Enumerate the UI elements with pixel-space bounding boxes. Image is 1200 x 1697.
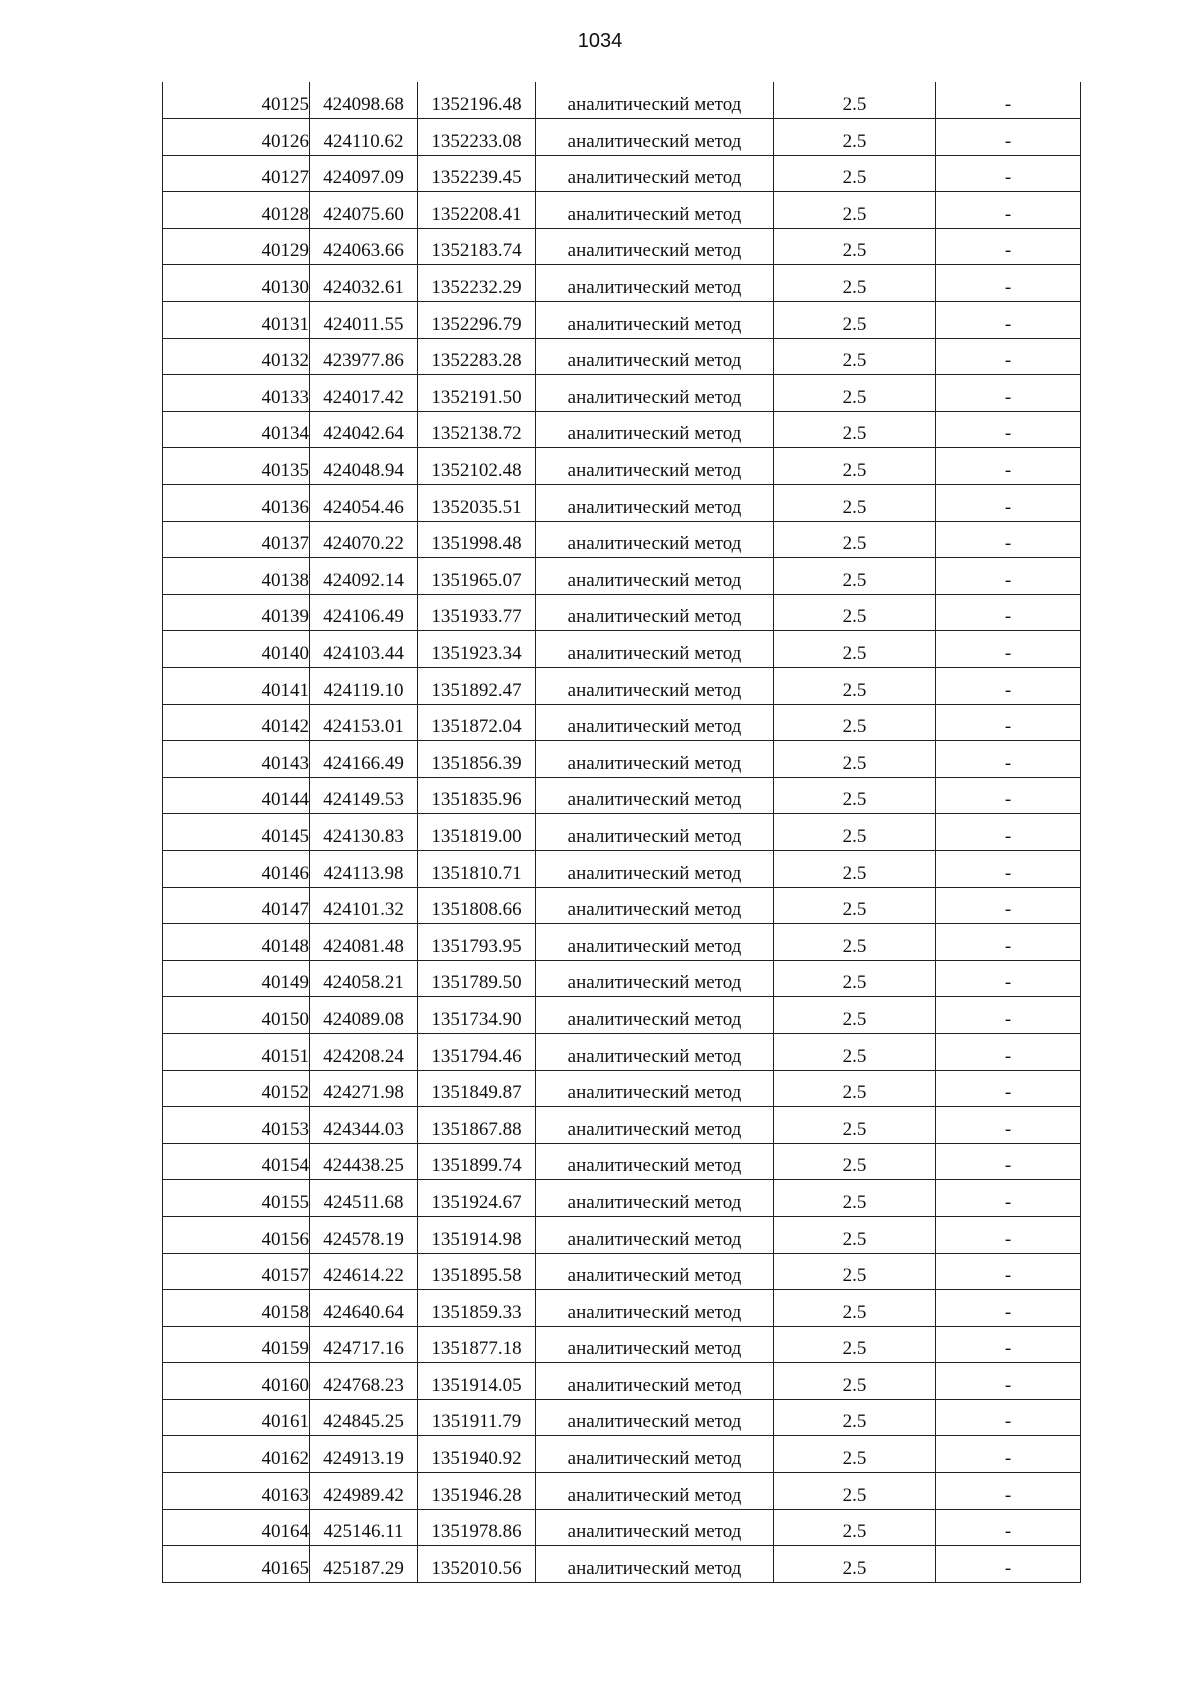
method-cell: аналитический метод xyxy=(536,558,774,595)
y-coordinate-cell: 1352196.48 xyxy=(418,82,536,119)
accuracy-cell: 2.5 xyxy=(774,1216,936,1253)
y-coordinate-cell: 1351940.92 xyxy=(418,1436,536,1473)
y-coordinate-cell: 1351923.34 xyxy=(418,631,536,668)
table-row xyxy=(163,1143,1081,1180)
y-coordinate-cell: 1351978.86 xyxy=(418,1509,536,1546)
method-cell: аналитический метод xyxy=(536,1180,774,1217)
method-cell: аналитический метод xyxy=(536,997,774,1034)
method-cell: аналитический метод xyxy=(536,631,774,668)
method-cell: аналитический метод xyxy=(536,887,774,924)
note-cell: - xyxy=(936,155,1081,192)
note-cell: - xyxy=(936,814,1081,851)
x-coordinate-cell: 424106.49 xyxy=(310,594,418,631)
x-coordinate-cell: 424989.42 xyxy=(310,1473,418,1510)
point-number-cell: 40129 xyxy=(163,228,310,265)
table-row xyxy=(163,558,1081,595)
accuracy-cell: 2.5 xyxy=(774,1033,936,1070)
x-coordinate-cell: 424913.19 xyxy=(310,1436,418,1473)
table-row xyxy=(163,1253,1081,1290)
method-cell: аналитический метод xyxy=(536,192,774,229)
accuracy-cell: 2.5 xyxy=(774,82,936,119)
method-cell: аналитический метод xyxy=(536,485,774,522)
method-cell: аналитический метод xyxy=(536,1216,774,1253)
table-row xyxy=(163,960,1081,997)
method-cell: аналитический метод xyxy=(536,119,774,156)
x-coordinate-cell: 424130.83 xyxy=(310,814,418,851)
note-cell: - xyxy=(936,1326,1081,1363)
note-cell: - xyxy=(936,631,1081,668)
method-cell: аналитический метод xyxy=(536,228,774,265)
note-cell: - xyxy=(936,741,1081,778)
method-cell: аналитический метод xyxy=(536,1290,774,1327)
method-cell: аналитический метод xyxy=(536,704,774,741)
note-cell: - xyxy=(936,1399,1081,1436)
x-coordinate-cell: 424048.94 xyxy=(310,448,418,485)
table-row xyxy=(163,1363,1081,1400)
point-number-cell: 40126 xyxy=(163,119,310,156)
x-coordinate-cell: 424511.68 xyxy=(310,1180,418,1217)
point-number-cell: 40161 xyxy=(163,1399,310,1436)
point-number-cell: 40128 xyxy=(163,192,310,229)
point-number-cell: 40160 xyxy=(163,1363,310,1400)
y-coordinate-cell: 1351965.07 xyxy=(418,558,536,595)
accuracy-cell: 2.5 xyxy=(774,1326,936,1363)
note-cell: - xyxy=(936,1436,1081,1473)
y-coordinate-cell: 1351892.47 xyxy=(418,668,536,705)
y-coordinate-cell: 1352296.79 xyxy=(418,302,536,339)
point-number-cell: 40140 xyxy=(163,631,310,668)
method-cell: аналитический метод xyxy=(536,155,774,192)
note-cell: - xyxy=(936,411,1081,448)
note-cell: - xyxy=(936,1509,1081,1546)
note-cell: - xyxy=(936,119,1081,156)
point-number-cell: 40141 xyxy=(163,668,310,705)
x-coordinate-cell: 424578.19 xyxy=(310,1216,418,1253)
y-coordinate-cell: 1352208.41 xyxy=(418,192,536,229)
y-coordinate-cell: 1351810.71 xyxy=(418,850,536,887)
table-row xyxy=(163,1436,1081,1473)
method-cell: аналитический метод xyxy=(536,375,774,412)
note-cell: - xyxy=(936,1216,1081,1253)
accuracy-cell: 2.5 xyxy=(774,777,936,814)
y-coordinate-cell: 1351835.96 xyxy=(418,777,536,814)
method-cell: аналитический метод xyxy=(536,302,774,339)
method-cell: аналитический метод xyxy=(536,1363,774,1400)
table-row xyxy=(163,594,1081,631)
note-cell: - xyxy=(936,704,1081,741)
method-cell: аналитический метод xyxy=(536,338,774,375)
note-cell: - xyxy=(936,1143,1081,1180)
point-number-cell: 40130 xyxy=(163,265,310,302)
point-number-cell: 40142 xyxy=(163,704,310,741)
note-cell: - xyxy=(936,887,1081,924)
x-coordinate-cell: 424092.14 xyxy=(310,558,418,595)
accuracy-cell: 2.5 xyxy=(774,192,936,229)
note-cell: - xyxy=(936,228,1081,265)
table-row xyxy=(163,924,1081,961)
note-cell: - xyxy=(936,668,1081,705)
point-number-cell: 40132 xyxy=(163,338,310,375)
table-row xyxy=(163,1509,1081,1546)
method-cell: аналитический метод xyxy=(536,265,774,302)
table-row xyxy=(163,265,1081,302)
accuracy-cell: 2.5 xyxy=(774,558,936,595)
table-row xyxy=(163,741,1081,778)
note-cell: - xyxy=(936,1363,1081,1400)
y-coordinate-cell: 1352035.51 xyxy=(418,485,536,522)
method-cell: аналитический метод xyxy=(536,924,774,961)
note-cell: - xyxy=(936,1033,1081,1070)
point-number-cell: 40165 xyxy=(163,1546,310,1583)
y-coordinate-cell: 1352138.72 xyxy=(418,411,536,448)
method-cell: аналитический метод xyxy=(536,1070,774,1107)
table-row xyxy=(163,1546,1081,1583)
method-cell: аналитический метод xyxy=(536,1509,774,1546)
x-coordinate-cell: 424097.09 xyxy=(310,155,418,192)
method-cell: аналитический метод xyxy=(536,1436,774,1473)
table-row xyxy=(163,814,1081,851)
point-number-cell: 40144 xyxy=(163,777,310,814)
method-cell: аналитический метод xyxy=(536,1107,774,1144)
method-cell: аналитический метод xyxy=(536,594,774,631)
coordinates-table xyxy=(162,82,1081,1583)
y-coordinate-cell: 1352183.74 xyxy=(418,228,536,265)
method-cell: аналитический метод xyxy=(536,814,774,851)
note-cell: - xyxy=(936,82,1081,119)
x-coordinate-cell: 424113.98 xyxy=(310,850,418,887)
point-number-cell: 40139 xyxy=(163,594,310,631)
y-coordinate-cell: 1351819.00 xyxy=(418,814,536,851)
note-cell: - xyxy=(936,1253,1081,1290)
x-coordinate-cell: 424110.62 xyxy=(310,119,418,156)
x-coordinate-cell: 424011.55 xyxy=(310,302,418,339)
y-coordinate-cell: 1352102.48 xyxy=(418,448,536,485)
table-row xyxy=(163,1070,1081,1107)
point-number-cell: 40159 xyxy=(163,1326,310,1363)
accuracy-cell: 2.5 xyxy=(774,155,936,192)
x-coordinate-cell: 424768.23 xyxy=(310,1363,418,1400)
table-row xyxy=(163,668,1081,705)
method-cell: аналитический метод xyxy=(536,741,774,778)
accuracy-cell: 2.5 xyxy=(774,997,936,1034)
x-coordinate-cell: 424063.66 xyxy=(310,228,418,265)
table-row xyxy=(163,119,1081,156)
note-cell: - xyxy=(936,302,1081,339)
table-row xyxy=(163,1399,1081,1436)
point-number-cell: 40143 xyxy=(163,741,310,778)
y-coordinate-cell: 1351794.46 xyxy=(418,1033,536,1070)
x-coordinate-cell: 424153.01 xyxy=(310,704,418,741)
x-coordinate-cell: 424017.42 xyxy=(310,375,418,412)
method-cell: аналитический метод xyxy=(536,1326,774,1363)
page-number: 1034 xyxy=(577,30,623,52)
y-coordinate-cell: 1351899.74 xyxy=(418,1143,536,1180)
accuracy-cell: 2.5 xyxy=(774,1399,936,1436)
method-cell: аналитический метод xyxy=(536,960,774,997)
accuracy-cell: 2.5 xyxy=(774,1363,936,1400)
y-coordinate-cell: 1352233.08 xyxy=(418,119,536,156)
y-coordinate-cell: 1352283.28 xyxy=(418,338,536,375)
accuracy-cell: 2.5 xyxy=(774,521,936,558)
table-row xyxy=(163,521,1081,558)
accuracy-cell: 2.5 xyxy=(774,375,936,412)
accuracy-cell: 2.5 xyxy=(774,302,936,339)
y-coordinate-cell: 1351895.58 xyxy=(418,1253,536,1290)
table-row xyxy=(163,82,1081,119)
x-coordinate-cell: 424103.44 xyxy=(310,631,418,668)
y-coordinate-cell: 1351911.79 xyxy=(418,1399,536,1436)
accuracy-cell: 2.5 xyxy=(774,741,936,778)
x-coordinate-cell: 424119.10 xyxy=(310,668,418,705)
x-coordinate-cell: 424845.25 xyxy=(310,1399,418,1436)
point-number-cell: 40153 xyxy=(163,1107,310,1144)
method-cell: аналитический метод xyxy=(536,1033,774,1070)
x-coordinate-cell: 424640.64 xyxy=(310,1290,418,1327)
note-cell: - xyxy=(936,850,1081,887)
x-coordinate-cell: 424081.48 xyxy=(310,924,418,961)
table-row xyxy=(163,302,1081,339)
point-number-cell: 40155 xyxy=(163,1180,310,1217)
y-coordinate-cell: 1351914.98 xyxy=(418,1216,536,1253)
point-number-cell: 40127 xyxy=(163,155,310,192)
note-cell: - xyxy=(936,521,1081,558)
note-cell: - xyxy=(936,485,1081,522)
point-number-cell: 40156 xyxy=(163,1216,310,1253)
x-coordinate-cell: 424058.21 xyxy=(310,960,418,997)
x-coordinate-cell: 424101.32 xyxy=(310,887,418,924)
accuracy-cell: 2.5 xyxy=(774,631,936,668)
y-coordinate-cell: 1351734.90 xyxy=(418,997,536,1034)
table-row xyxy=(163,777,1081,814)
table-row xyxy=(163,1326,1081,1363)
accuracy-cell: 2.5 xyxy=(774,1546,936,1583)
accuracy-cell: 2.5 xyxy=(774,704,936,741)
table-row xyxy=(163,1107,1081,1144)
note-cell: - xyxy=(936,1290,1081,1327)
table-row xyxy=(163,704,1081,741)
y-coordinate-cell: 1351933.77 xyxy=(418,594,536,631)
table-row xyxy=(163,997,1081,1034)
table-row xyxy=(163,338,1081,375)
table-row xyxy=(163,448,1081,485)
x-coordinate-cell: 424075.60 xyxy=(310,192,418,229)
note-cell: - xyxy=(936,558,1081,595)
note-cell: - xyxy=(936,338,1081,375)
x-coordinate-cell: 424208.24 xyxy=(310,1033,418,1070)
point-number-cell: 40162 xyxy=(163,1436,310,1473)
point-number-cell: 40125 xyxy=(163,82,310,119)
table-row xyxy=(163,887,1081,924)
point-number-cell: 40158 xyxy=(163,1290,310,1327)
accuracy-cell: 2.5 xyxy=(774,228,936,265)
x-coordinate-cell: 424070.22 xyxy=(310,521,418,558)
accuracy-cell: 2.5 xyxy=(774,1143,936,1180)
point-number-cell: 40149 xyxy=(163,960,310,997)
y-coordinate-cell: 1351877.18 xyxy=(418,1326,536,1363)
note-cell: - xyxy=(936,1180,1081,1217)
point-number-cell: 40133 xyxy=(163,375,310,412)
y-coordinate-cell: 1352232.29 xyxy=(418,265,536,302)
point-number-cell: 40152 xyxy=(163,1070,310,1107)
y-coordinate-cell: 1351914.05 xyxy=(418,1363,536,1400)
x-coordinate-cell: 424344.03 xyxy=(310,1107,418,1144)
accuracy-cell: 2.5 xyxy=(774,850,936,887)
method-cell: аналитический метод xyxy=(536,82,774,119)
point-number-cell: 40146 xyxy=(163,850,310,887)
y-coordinate-cell: 1352191.50 xyxy=(418,375,536,412)
accuracy-cell: 2.5 xyxy=(774,814,936,851)
table-row xyxy=(163,1180,1081,1217)
y-coordinate-cell: 1351867.88 xyxy=(418,1107,536,1144)
note-cell: - xyxy=(936,1107,1081,1144)
x-coordinate-cell: 425187.29 xyxy=(310,1546,418,1583)
point-number-cell: 40134 xyxy=(163,411,310,448)
point-number-cell: 40147 xyxy=(163,887,310,924)
table-row xyxy=(163,1473,1081,1510)
accuracy-cell: 2.5 xyxy=(774,668,936,705)
table-row xyxy=(163,850,1081,887)
note-cell: - xyxy=(936,997,1081,1034)
accuracy-cell: 2.5 xyxy=(774,119,936,156)
y-coordinate-cell: 1352239.45 xyxy=(418,155,536,192)
x-coordinate-cell: 423977.86 xyxy=(310,338,418,375)
x-coordinate-cell: 424098.68 xyxy=(310,82,418,119)
y-coordinate-cell: 1351856.39 xyxy=(418,741,536,778)
method-cell: аналитический метод xyxy=(536,1399,774,1436)
y-coordinate-cell: 1351859.33 xyxy=(418,1290,536,1327)
table-row xyxy=(163,485,1081,522)
accuracy-cell: 2.5 xyxy=(774,411,936,448)
note-cell: - xyxy=(936,1070,1081,1107)
table-row xyxy=(163,1033,1081,1070)
method-cell: аналитический метод xyxy=(536,1253,774,1290)
note-cell: - xyxy=(936,777,1081,814)
table-row xyxy=(163,411,1081,448)
table-row xyxy=(163,1216,1081,1253)
x-coordinate-cell: 424271.98 xyxy=(310,1070,418,1107)
note-cell: - xyxy=(936,375,1081,412)
accuracy-cell: 2.5 xyxy=(774,1107,936,1144)
coordinates-table-body xyxy=(163,82,1081,1582)
note-cell: - xyxy=(936,1473,1081,1510)
y-coordinate-cell: 1351849.87 xyxy=(418,1070,536,1107)
note-cell: - xyxy=(936,192,1081,229)
y-coordinate-cell: 1351793.95 xyxy=(418,924,536,961)
point-number-cell: 40157 xyxy=(163,1253,310,1290)
table-row xyxy=(163,1290,1081,1327)
x-coordinate-cell: 424149.53 xyxy=(310,777,418,814)
accuracy-cell: 2.5 xyxy=(774,1070,936,1107)
point-number-cell: 40163 xyxy=(163,1473,310,1510)
y-coordinate-cell: 1351872.04 xyxy=(418,704,536,741)
accuracy-cell: 2.5 xyxy=(774,338,936,375)
table-row xyxy=(163,228,1081,265)
x-coordinate-cell: 425146.11 xyxy=(310,1509,418,1546)
note-cell: - xyxy=(936,594,1081,631)
point-number-cell: 40145 xyxy=(163,814,310,851)
accuracy-cell: 2.5 xyxy=(774,265,936,302)
y-coordinate-cell: 1351998.48 xyxy=(418,521,536,558)
method-cell: аналитический метод xyxy=(536,1143,774,1180)
point-number-cell: 40164 xyxy=(163,1509,310,1546)
note-cell: - xyxy=(936,1546,1081,1583)
point-number-cell: 40135 xyxy=(163,448,310,485)
point-number-cell: 40137 xyxy=(163,521,310,558)
method-cell: аналитический метод xyxy=(536,777,774,814)
x-coordinate-cell: 424614.22 xyxy=(310,1253,418,1290)
accuracy-cell: 2.5 xyxy=(774,960,936,997)
point-number-cell: 40148 xyxy=(163,924,310,961)
point-number-cell: 40154 xyxy=(163,1143,310,1180)
x-coordinate-cell: 424054.46 xyxy=(310,485,418,522)
point-number-cell: 40150 xyxy=(163,997,310,1034)
x-coordinate-cell: 424438.25 xyxy=(310,1143,418,1180)
accuracy-cell: 2.5 xyxy=(774,485,936,522)
x-coordinate-cell: 424042.64 xyxy=(310,411,418,448)
point-number-cell: 40136 xyxy=(163,485,310,522)
method-cell: аналитический метод xyxy=(536,448,774,485)
method-cell: аналитический метод xyxy=(536,521,774,558)
x-coordinate-cell: 424032.61 xyxy=(310,265,418,302)
y-coordinate-cell: 1351789.50 xyxy=(418,960,536,997)
accuracy-cell: 2.5 xyxy=(774,1253,936,1290)
table-row xyxy=(163,155,1081,192)
table-row xyxy=(163,192,1081,229)
accuracy-cell: 2.5 xyxy=(774,1473,936,1510)
point-number-cell: 40131 xyxy=(163,302,310,339)
note-cell: - xyxy=(936,960,1081,997)
y-coordinate-cell: 1352010.56 xyxy=(418,1546,536,1583)
accuracy-cell: 2.5 xyxy=(774,448,936,485)
x-coordinate-cell: 424089.08 xyxy=(310,997,418,1034)
accuracy-cell: 2.5 xyxy=(774,1436,936,1473)
x-coordinate-cell: 424166.49 xyxy=(310,741,418,778)
accuracy-cell: 2.5 xyxy=(774,594,936,631)
accuracy-cell: 2.5 xyxy=(774,924,936,961)
y-coordinate-cell: 1351946.28 xyxy=(418,1473,536,1510)
y-coordinate-cell: 1351808.66 xyxy=(418,887,536,924)
point-number-cell: 40151 xyxy=(163,1033,310,1070)
method-cell: аналитический метод xyxy=(536,850,774,887)
method-cell: аналитический метод xyxy=(536,1546,774,1583)
x-coordinate-cell: 424717.16 xyxy=(310,1326,418,1363)
accuracy-cell: 2.5 xyxy=(774,1290,936,1327)
method-cell: аналитический метод xyxy=(536,411,774,448)
note-cell: - xyxy=(936,448,1081,485)
accuracy-cell: 2.5 xyxy=(774,1509,936,1546)
note-cell: - xyxy=(936,924,1081,961)
accuracy-cell: 2.5 xyxy=(774,887,936,924)
accuracy-cell: 2.5 xyxy=(774,1180,936,1217)
table-row xyxy=(163,375,1081,412)
y-coordinate-cell: 1351924.67 xyxy=(418,1180,536,1217)
table-row xyxy=(163,631,1081,668)
method-cell: аналитический метод xyxy=(536,668,774,705)
note-cell: - xyxy=(936,265,1081,302)
method-cell: аналитический метод xyxy=(536,1473,774,1510)
point-number-cell: 40138 xyxy=(163,558,310,595)
